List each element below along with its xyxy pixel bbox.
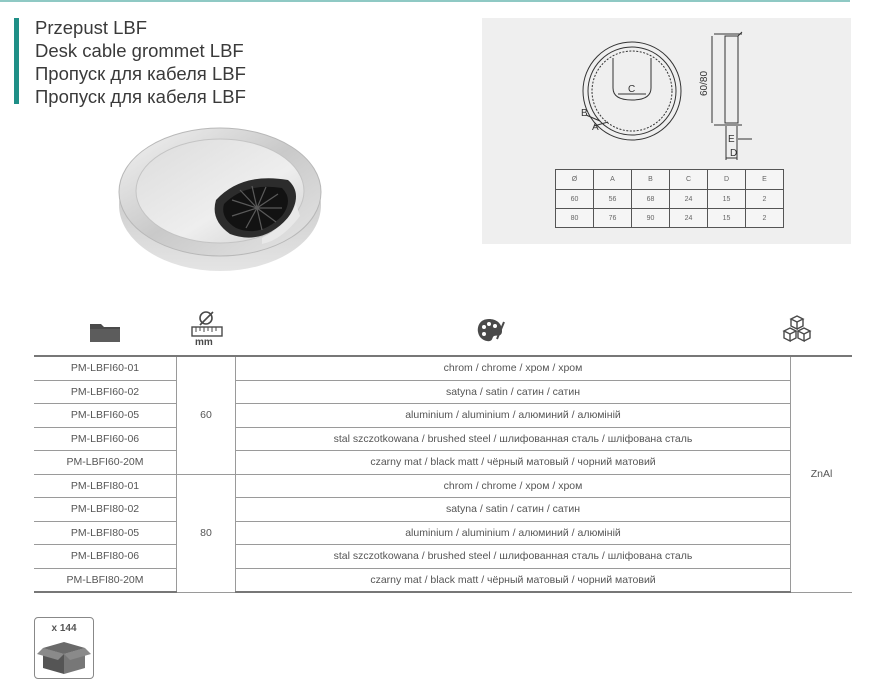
finish-cell: stal szczotkowana / brushed steel / шлифованная сталь / шліфована сталь bbox=[236, 427, 791, 451]
label-d: D bbox=[730, 148, 738, 159]
product-code: PM-LBFI60-01 bbox=[34, 356, 177, 380]
material-cell: ZnAl bbox=[791, 356, 853, 592]
dimensions-row bbox=[556, 190, 784, 209]
dim-header: E bbox=[746, 170, 784, 190]
finish-cell: czarny mat / black matt / чёрный матовый / чорний матовий bbox=[236, 568, 791, 592]
table-row bbox=[34, 356, 852, 380]
product-code: PM-LBFI80-02 bbox=[34, 498, 177, 522]
table-row bbox=[34, 498, 852, 522]
finish-cell: aluminium / aluminium / алюминий / алюміній bbox=[236, 521, 791, 545]
product-code: PM-LBFI60-06 bbox=[34, 427, 177, 451]
title-polish: Przepust LBF bbox=[35, 17, 148, 38]
title-accent-bar bbox=[14, 18, 19, 104]
table-row bbox=[34, 451, 852, 475]
size-cell: 60 bbox=[177, 356, 236, 474]
dim-cell: 60 bbox=[556, 190, 594, 209]
finish-cell: czarny mat / black matt / чёрный матовый / чорний матовий bbox=[236, 451, 791, 475]
table-row bbox=[34, 545, 852, 569]
dim-header: D bbox=[708, 170, 746, 190]
product-code: PM-LBFI80-20M bbox=[34, 568, 177, 592]
size-cell: 80 bbox=[177, 474, 236, 592]
dim-header: A bbox=[594, 170, 632, 190]
table-row bbox=[34, 427, 852, 451]
palette-icon bbox=[475, 310, 505, 350]
technical-drawing bbox=[482, 18, 851, 168]
product-code: PM-LBFI60-05 bbox=[34, 404, 177, 428]
table-row bbox=[34, 521, 852, 545]
dim-cell: 24 bbox=[670, 190, 708, 209]
package-quantity-badge bbox=[34, 617, 94, 679]
product-code: PM-LBFI60-02 bbox=[34, 380, 177, 404]
finish-cell: satyna / satin / сатин / сатин bbox=[236, 380, 791, 404]
finish-cell: satyna / satin / сатин / сатин bbox=[236, 498, 791, 522]
dim-cell: 24 bbox=[670, 209, 708, 228]
dim-header: C bbox=[670, 170, 708, 190]
title-ukrainian: Пропуск для кабеля LBF bbox=[35, 86, 246, 107]
finish-cell: chrom / chrome / хром / хром bbox=[236, 474, 791, 498]
product-code: PM-LBFI60-20M bbox=[34, 451, 177, 475]
table-row bbox=[34, 380, 852, 404]
finish-cell: stal szczotkowana / brushed steel / шлифованная сталь / шліфована сталь bbox=[236, 545, 791, 569]
technical-drawing-panel bbox=[482, 18, 851, 244]
dim-cell: 76 bbox=[594, 209, 632, 228]
label-e: E bbox=[728, 134, 735, 145]
title-english: Desk cable grommet LBF bbox=[35, 40, 244, 61]
top-rule bbox=[0, 0, 850, 2]
products-table bbox=[34, 355, 852, 593]
product-photo bbox=[112, 120, 332, 280]
title-russian: Пропуск для кабеля LBF bbox=[35, 63, 246, 84]
label-b: B bbox=[581, 108, 588, 119]
table-row bbox=[34, 568, 852, 592]
dim-cell: 90 bbox=[632, 209, 670, 228]
table-row bbox=[34, 404, 852, 428]
cubes-icon bbox=[780, 310, 814, 350]
finish-cell: aluminium / aluminium / алюминий / алюміній bbox=[236, 404, 791, 428]
dim-cell: 80 bbox=[556, 209, 594, 228]
size-unit-label: mm bbox=[195, 337, 213, 348]
diameter-ruler-icon bbox=[190, 310, 226, 350]
finish-cell: chrom / chrome / хром / хром bbox=[236, 356, 791, 380]
dim-cell: 2 bbox=[746, 209, 784, 228]
label-height: 60/80 bbox=[699, 70, 710, 96]
dim-cell: 56 bbox=[594, 190, 632, 209]
product-code: PM-LBFI80-06 bbox=[34, 545, 177, 569]
dimensions-table bbox=[555, 169, 784, 228]
dim-cell: 15 bbox=[708, 190, 746, 209]
product-code: PM-LBFI80-05 bbox=[34, 521, 177, 545]
package-quantity: x 144 bbox=[51, 623, 77, 634]
dim-cell: 15 bbox=[708, 209, 746, 228]
dim-header: Ø bbox=[556, 170, 594, 190]
table-row bbox=[34, 474, 852, 498]
label-a: A bbox=[592, 122, 599, 133]
dimensions-row bbox=[556, 209, 784, 228]
dim-header: B bbox=[632, 170, 670, 190]
dim-cell: 68 bbox=[632, 190, 670, 209]
box-icon bbox=[35, 634, 93, 678]
product-code: PM-LBFI80-01 bbox=[34, 474, 177, 498]
dimensions-header-row bbox=[556, 170, 784, 190]
dim-cell: 2 bbox=[746, 190, 784, 209]
product-titles bbox=[35, 16, 246, 108]
label-c: C bbox=[628, 84, 636, 95]
folder-icon bbox=[88, 310, 124, 350]
